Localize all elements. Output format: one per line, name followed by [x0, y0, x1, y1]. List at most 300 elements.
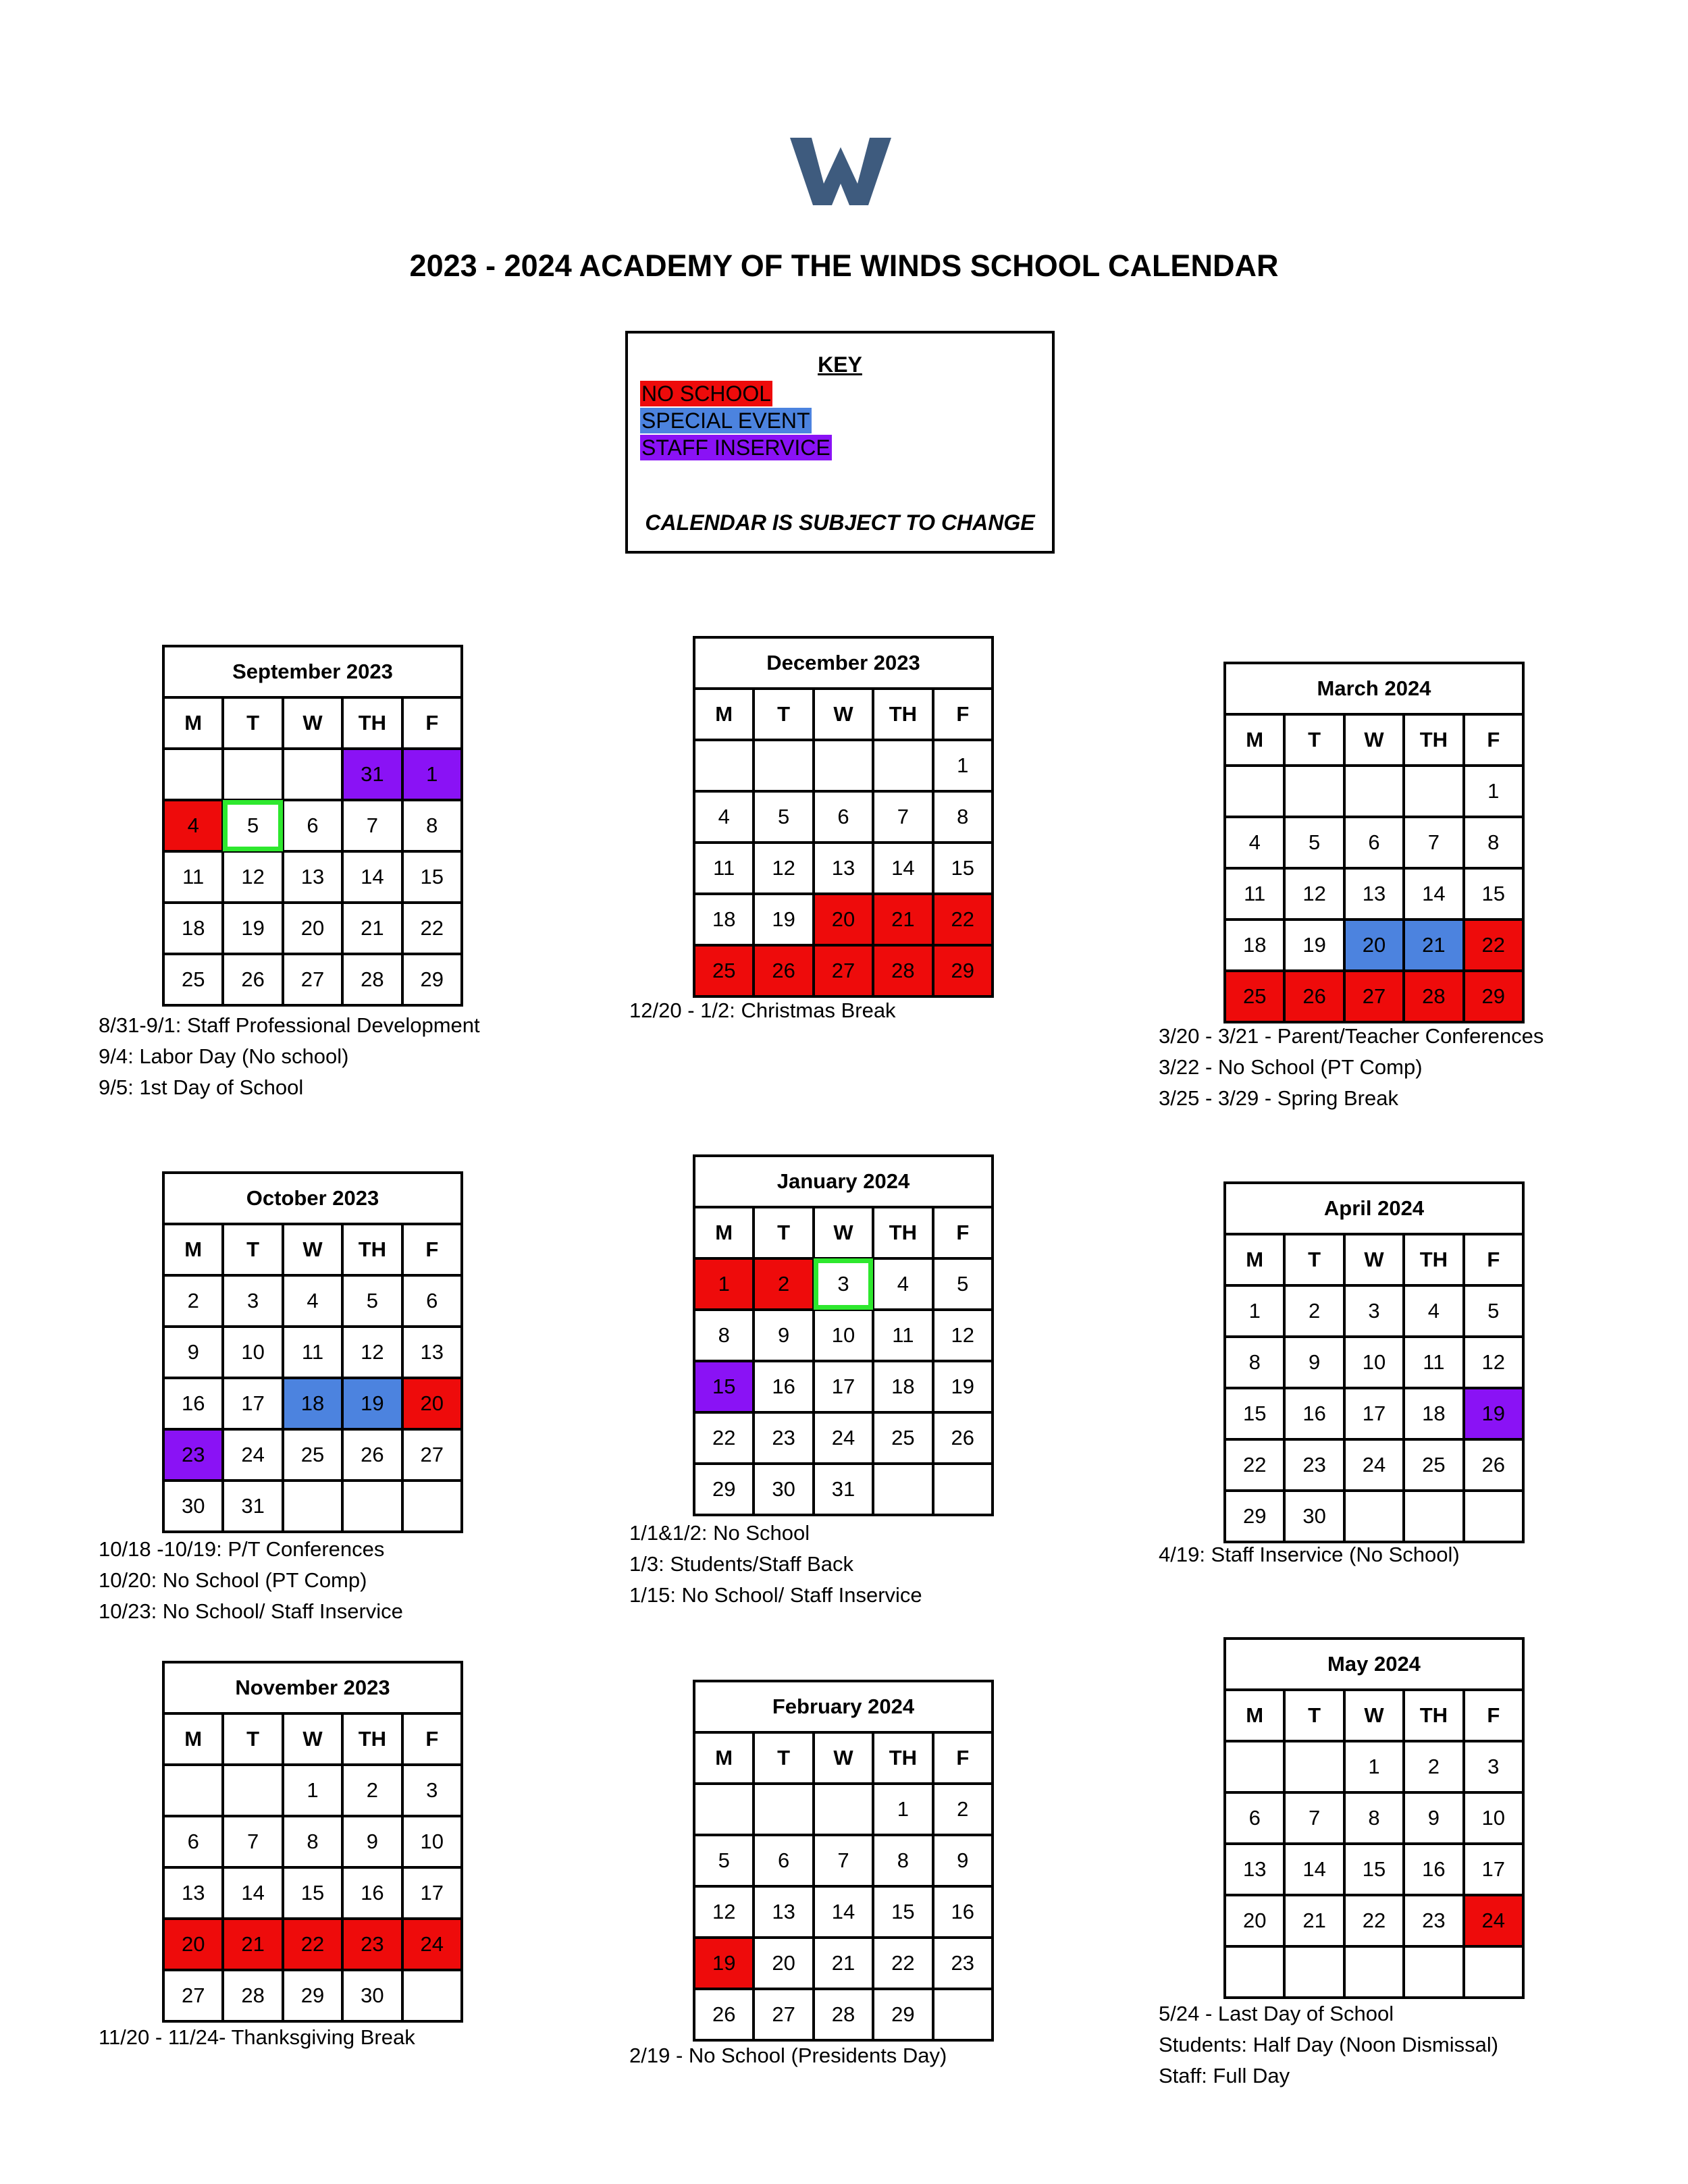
empty-day-cell — [1344, 1491, 1404, 1542]
day-cell: 1 — [283, 1765, 342, 1816]
empty-day-cell — [1284, 1946, 1344, 1998]
day-cell: 20 — [283, 903, 342, 954]
week-row — [694, 1938, 993, 1989]
day-cell: 1 — [1464, 766, 1523, 817]
key-special-event: SPECIAL EVENT — [641, 408, 810, 433]
day-cell: 3 — [814, 1258, 873, 1310]
day-cell: 20 — [814, 894, 873, 945]
day-cell: 16 — [933, 1886, 993, 1938]
day-cell: 1 — [1344, 1741, 1404, 1792]
weekday-header: T — [223, 1224, 282, 1275]
week-row — [1225, 1337, 1523, 1388]
day-cell: 10 — [1464, 1792, 1523, 1844]
day-cell: 19 — [754, 894, 813, 945]
weekday-header: F — [402, 697, 462, 749]
day-cell: 5 — [694, 1835, 754, 1886]
day-cell: 15 — [283, 1867, 342, 1919]
day-cell: 25 — [1225, 971, 1284, 1022]
day-cell: 15 — [1464, 868, 1523, 920]
day-cell: 8 — [694, 1310, 754, 1361]
weekday-header: M — [163, 1713, 223, 1765]
week-row — [1225, 1388, 1523, 1439]
day-cell: 16 — [1404, 1844, 1463, 1895]
day-cell: 24 — [814, 1412, 873, 1464]
empty-day-cell — [814, 1784, 873, 1835]
day-cell: 29 — [283, 1970, 342, 2021]
day-cell: 24 — [223, 1429, 282, 1481]
day-cell: 23 — [933, 1938, 993, 1989]
week-row — [1225, 1439, 1523, 1491]
day-cell: 21 — [873, 894, 932, 945]
note-line: 1/1&1/2: No School — [629, 1521, 810, 1545]
week-row — [1225, 920, 1523, 971]
day-cell: 1 — [873, 1784, 932, 1835]
month-calendar — [1223, 662, 1525, 1023]
month-notes — [99, 2022, 415, 2053]
empty-day-cell — [402, 1481, 462, 1532]
key-no-school: NO SCHOOL — [641, 381, 772, 406]
month-calendar — [693, 1154, 994, 1516]
week-row — [694, 1412, 993, 1464]
day-cell: 4 — [1404, 1285, 1463, 1337]
weekday-header: T — [754, 1207, 813, 1258]
day-cell: 30 — [163, 1481, 223, 1532]
day-cell: 17 — [1464, 1844, 1523, 1895]
day-cell: 13 — [163, 1867, 223, 1919]
note-line: 3/20 - 3/21 - Parent/Teacher Conferences — [1159, 1024, 1544, 1048]
week-row — [1225, 766, 1523, 817]
day-cell: 9 — [163, 1327, 223, 1378]
day-cell: 16 — [754, 1361, 813, 1412]
empty-day-cell — [283, 1481, 342, 1532]
month-table — [162, 645, 463, 1007]
day-cell: 17 — [814, 1361, 873, 1412]
month-title: January 2024 — [694, 1156, 993, 1207]
day-cell: 13 — [814, 843, 873, 894]
day-cell: 13 — [283, 851, 342, 903]
day-cell: 14 — [223, 1867, 282, 1919]
week-row — [1225, 817, 1523, 868]
weekday-header: TH — [1404, 1690, 1463, 1741]
day-cell: 28 — [223, 1970, 282, 2021]
month-table — [162, 1661, 463, 2023]
week-row — [163, 1275, 462, 1327]
day-cell: 12 — [223, 851, 282, 903]
day-cell: 4 — [873, 1258, 932, 1310]
note-line: 9/5: 1st Day of School — [99, 1075, 304, 1099]
day-cell: 3 — [1464, 1741, 1523, 1792]
day-cell: 22 — [283, 1919, 342, 1970]
day-cell: 14 — [1284, 1844, 1344, 1895]
day-cell: 11 — [873, 1310, 932, 1361]
weekday-header: W — [1344, 1234, 1404, 1285]
weekday-header: M — [694, 1732, 754, 1784]
day-cell: 22 — [694, 1412, 754, 1464]
day-cell: 11 — [163, 851, 223, 903]
weekday-header: T — [223, 1713, 282, 1765]
empty-day-cell — [933, 1989, 993, 2040]
day-cell: 10 — [402, 1816, 462, 1867]
weekday-header: W — [283, 1713, 342, 1765]
day-cell: 30 — [342, 1970, 402, 2021]
day-cell: 12 — [1284, 868, 1344, 920]
day-cell: 23 — [342, 1919, 402, 1970]
note-line: Students: Half Day (Noon Dismissal) — [1159, 2033, 1499, 2056]
week-row — [694, 1258, 993, 1310]
note-line: 10/18 -10/19: P/T Conferences — [99, 1537, 385, 1561]
day-cell: 26 — [933, 1412, 993, 1464]
day-cell: 25 — [694, 945, 754, 996]
month-calendar — [1223, 1181, 1525, 1543]
note-line: 9/4: Labor Day (No school) — [99, 1044, 349, 1068]
note-line: 3/22 - No School (PT Comp) — [1159, 1055, 1423, 1079]
day-cell: 11 — [1404, 1337, 1463, 1388]
day-cell: 20 — [402, 1378, 462, 1429]
week-row — [1225, 1741, 1523, 1792]
empty-day-cell — [163, 1765, 223, 1816]
day-cell: 26 — [223, 954, 282, 1005]
note-line: 10/23: No School/ Staff Inservice — [99, 1599, 403, 1623]
day-cell: 9 — [933, 1835, 993, 1886]
day-cell: 8 — [1344, 1792, 1404, 1844]
day-cell: 29 — [694, 1464, 754, 1515]
week-row — [163, 1429, 462, 1481]
weekday-header: M — [1225, 714, 1284, 766]
month-notes — [629, 995, 896, 1026]
day-cell: 8 — [1225, 1337, 1284, 1388]
day-cell: 21 — [1404, 920, 1463, 971]
weekday-header: T — [754, 1732, 813, 1784]
empty-day-cell — [754, 740, 813, 791]
week-row — [694, 1835, 993, 1886]
week-row — [1225, 1946, 1523, 1998]
day-cell: 17 — [402, 1867, 462, 1919]
empty-day-cell — [754, 1784, 813, 1835]
empty-day-cell — [933, 1464, 993, 1515]
week-row — [163, 1765, 462, 1816]
day-cell: 9 — [1284, 1337, 1344, 1388]
empty-day-cell — [1404, 1491, 1463, 1542]
day-cell: 6 — [283, 800, 342, 851]
empty-day-cell — [1404, 1946, 1463, 1998]
day-cell: 15 — [1344, 1844, 1404, 1895]
day-cell: 14 — [814, 1886, 873, 1938]
day-cell: 7 — [873, 791, 932, 843]
day-cell: 30 — [1284, 1491, 1344, 1542]
empty-day-cell — [1225, 1946, 1284, 1998]
day-cell: 22 — [1225, 1439, 1284, 1491]
week-row — [694, 1361, 993, 1412]
empty-day-cell — [694, 740, 754, 791]
day-cell: 4 — [694, 791, 754, 843]
day-cell: 11 — [1225, 868, 1284, 920]
weekday-header: W — [814, 689, 873, 740]
empty-day-cell — [814, 740, 873, 791]
weekday-header: TH — [342, 1224, 402, 1275]
day-cell: 27 — [814, 945, 873, 996]
empty-day-cell — [223, 1765, 282, 1816]
day-cell: 8 — [1464, 817, 1523, 868]
day-cell: 14 — [1404, 868, 1463, 920]
day-cell: 8 — [402, 800, 462, 851]
day-cell: 18 — [873, 1361, 932, 1412]
day-cell: 5 — [933, 1258, 993, 1310]
empty-day-cell — [1225, 766, 1284, 817]
week-row — [1225, 1844, 1523, 1895]
note-line: 5/24 - Last Day of School — [1159, 2002, 1394, 2025]
week-row — [163, 903, 462, 954]
day-cell: 12 — [694, 1886, 754, 1938]
note-line: 4/19: Staff Inservice (No School) — [1159, 1543, 1460, 1566]
week-row — [694, 1989, 993, 2040]
month-notes — [1159, 1998, 1498, 2092]
weekday-header: F — [933, 689, 993, 740]
day-cell: 3 — [223, 1275, 282, 1327]
day-cell: 23 — [1284, 1439, 1344, 1491]
day-cell: 22 — [933, 894, 993, 945]
key-note: CALENDAR IS SUBJECT TO CHANGE — [645, 510, 1035, 535]
weekday-header: M — [694, 1207, 754, 1258]
day-cell: 19 — [933, 1361, 993, 1412]
month-notes — [1159, 1021, 1544, 1114]
day-cell: 18 — [283, 1378, 342, 1429]
day-cell: 18 — [163, 903, 223, 954]
empty-day-cell — [402, 1970, 462, 2021]
day-cell: 11 — [694, 843, 754, 894]
month-table — [1223, 1181, 1525, 1543]
day-cell: 13 — [402, 1327, 462, 1378]
note-line: 10/20: No School (PT Comp) — [99, 1568, 367, 1592]
week-row — [1225, 1792, 1523, 1844]
day-cell: 6 — [814, 791, 873, 843]
weekday-header: W — [283, 1224, 342, 1275]
day-cell: 28 — [814, 1989, 873, 2040]
day-cell: 28 — [342, 954, 402, 1005]
day-cell: 18 — [1404, 1388, 1463, 1439]
academy-logo-icon — [790, 135, 891, 209]
day-cell: 20 — [163, 1919, 223, 1970]
day-cell: 12 — [754, 843, 813, 894]
weekday-header: M — [163, 697, 223, 749]
week-row — [163, 1816, 462, 1867]
key-staff-inservice: STAFF INSERVICE — [641, 435, 830, 460]
empty-day-cell — [1344, 766, 1404, 817]
day-cell: 9 — [342, 1816, 402, 1867]
weekday-header: TH — [342, 1713, 402, 1765]
day-cell: 24 — [1464, 1895, 1523, 1946]
weekday-header: F — [1464, 1234, 1523, 1285]
day-cell: 23 — [163, 1429, 223, 1481]
day-cell: 5 — [1464, 1285, 1523, 1337]
week-row — [163, 1481, 462, 1532]
day-cell: 7 — [1284, 1792, 1344, 1844]
day-cell: 13 — [754, 1886, 813, 1938]
month-title: May 2024 — [1225, 1639, 1523, 1690]
month-notes — [99, 1534, 403, 1627]
empty-day-cell — [223, 749, 282, 800]
empty-day-cell — [1464, 1946, 1523, 1998]
day-cell: 26 — [342, 1429, 402, 1481]
weekday-header: TH — [1404, 714, 1463, 766]
weekday-header: W — [283, 697, 342, 749]
day-cell: 17 — [223, 1378, 282, 1429]
month-notes — [629, 1518, 922, 1611]
day-cell: 30 — [754, 1464, 813, 1515]
month-table — [693, 1680, 994, 2042]
day-cell: 3 — [1344, 1285, 1404, 1337]
weekday-header: F — [402, 1713, 462, 1765]
month-calendar — [1223, 1637, 1525, 1999]
weekday-header: W — [814, 1732, 873, 1784]
day-cell: 14 — [873, 843, 932, 894]
month-calendar — [162, 1171, 463, 1533]
month-table — [1223, 1637, 1525, 1999]
month-calendar — [693, 1680, 994, 2042]
day-cell: 2 — [342, 1765, 402, 1816]
month-calendar — [693, 636, 994, 998]
day-cell: 25 — [163, 954, 223, 1005]
month-title: March 2024 — [1225, 663, 1523, 714]
week-row — [163, 800, 462, 851]
page-title: 2023 - 2024 ACADEMY OF THE WINDS SCHOOL CALENDAR — [409, 248, 1279, 283]
day-cell: 21 — [342, 903, 402, 954]
day-cell: 2 — [754, 1258, 813, 1310]
weekday-header: M — [694, 689, 754, 740]
week-row — [694, 1310, 993, 1361]
month-title: November 2023 — [163, 1662, 462, 1713]
day-cell: 25 — [1404, 1439, 1463, 1491]
day-cell: 5 — [1284, 817, 1344, 868]
month-notes — [99, 1010, 480, 1103]
empty-day-cell — [342, 1481, 402, 1532]
week-row — [694, 945, 993, 996]
weekday-header: TH — [342, 697, 402, 749]
day-cell: 26 — [1464, 1439, 1523, 1491]
day-cell: 1 — [694, 1258, 754, 1310]
day-cell: 6 — [163, 1816, 223, 1867]
week-row — [694, 740, 993, 791]
weekday-header: F — [933, 1207, 993, 1258]
day-cell: 15 — [873, 1886, 932, 1938]
day-cell: 2 — [1284, 1285, 1344, 1337]
day-cell: 13 — [1344, 868, 1404, 920]
month-calendar — [162, 1661, 463, 2023]
day-cell: 31 — [342, 749, 402, 800]
note-line: 12/20 - 1/2: Christmas Break — [629, 998, 896, 1022]
day-cell: 1 — [402, 749, 462, 800]
month-calendar — [162, 645, 463, 1007]
day-cell: 17 — [1344, 1388, 1404, 1439]
week-row — [1225, 1491, 1523, 1542]
day-cell: 20 — [754, 1938, 813, 1989]
day-cell: 24 — [1344, 1439, 1404, 1491]
week-row — [694, 843, 993, 894]
week-row — [163, 1919, 462, 1970]
day-cell: 6 — [402, 1275, 462, 1327]
day-cell: 9 — [754, 1310, 813, 1361]
day-cell: 8 — [933, 791, 993, 843]
day-cell: 29 — [1225, 1491, 1284, 1542]
day-cell: 4 — [283, 1275, 342, 1327]
day-cell: 15 — [933, 843, 993, 894]
day-cell: 2 — [1404, 1741, 1463, 1792]
month-table — [693, 1154, 994, 1516]
week-row — [694, 894, 993, 945]
note-line: 2/19 - No School (Presidents Day) — [629, 2044, 947, 2067]
note-line: 8/31-9/1: Staff Professional Development — [99, 1013, 480, 1037]
day-cell: 15 — [1225, 1388, 1284, 1439]
day-cell: 11 — [283, 1327, 342, 1378]
day-cell: 19 — [1464, 1388, 1523, 1439]
day-cell: 15 — [694, 1361, 754, 1412]
week-row — [163, 954, 462, 1005]
day-cell: 12 — [933, 1310, 993, 1361]
day-cell: 18 — [1225, 920, 1284, 971]
weekday-header: T — [754, 689, 813, 740]
day-cell: 7 — [814, 1835, 873, 1886]
month-title: February 2024 — [694, 1681, 993, 1732]
day-cell: 16 — [163, 1378, 223, 1429]
month-notes — [629, 2040, 947, 2071]
day-cell: 7 — [1404, 817, 1463, 868]
weekday-header: T — [1284, 714, 1344, 766]
weekday-header: T — [223, 697, 282, 749]
day-cell: 8 — [283, 1816, 342, 1867]
empty-day-cell — [1404, 766, 1463, 817]
weekday-header: M — [163, 1224, 223, 1275]
month-notes — [1159, 1539, 1460, 1570]
day-cell: 26 — [754, 945, 813, 996]
day-cell: 18 — [694, 894, 754, 945]
day-cell: 23 — [754, 1412, 813, 1464]
month-title: December 2023 — [694, 637, 993, 689]
weekday-header: F — [933, 1732, 993, 1784]
weekday-header: W — [814, 1207, 873, 1258]
day-cell: 27 — [402, 1429, 462, 1481]
day-cell: 2 — [163, 1275, 223, 1327]
month-title: September 2023 — [163, 646, 462, 697]
day-cell: 6 — [1344, 817, 1404, 868]
day-cell: 26 — [694, 1989, 754, 2040]
empty-day-cell — [1284, 1741, 1344, 1792]
month-table — [693, 636, 994, 998]
day-cell: 12 — [1464, 1337, 1523, 1388]
note-line: 3/25 - 3/29 - Spring Break — [1159, 1086, 1398, 1110]
week-row — [1225, 868, 1523, 920]
empty-day-cell — [694, 1784, 754, 1835]
day-cell: 8 — [873, 1835, 932, 1886]
weekday-header: F — [402, 1224, 462, 1275]
day-cell: 14 — [342, 851, 402, 903]
day-cell: 10 — [1344, 1337, 1404, 1388]
key-title: KEY — [818, 352, 862, 377]
week-row — [163, 851, 462, 903]
empty-day-cell — [1464, 1491, 1523, 1542]
weekday-header: M — [1225, 1234, 1284, 1285]
weekday-header: W — [1344, 714, 1404, 766]
day-cell: 3 — [402, 1765, 462, 1816]
month-title: April 2024 — [1225, 1183, 1523, 1234]
weekday-header: TH — [873, 1732, 932, 1784]
day-cell: 4 — [1225, 817, 1284, 868]
month-table — [162, 1171, 463, 1533]
empty-day-cell — [1284, 766, 1344, 817]
note-line: 11/20 - 11/24- Thanksgiving Break — [99, 2025, 415, 2049]
day-cell: 19 — [1284, 920, 1344, 971]
day-cell: 29 — [873, 1989, 932, 2040]
day-cell: 6 — [1225, 1792, 1284, 1844]
day-cell: 25 — [873, 1412, 932, 1464]
